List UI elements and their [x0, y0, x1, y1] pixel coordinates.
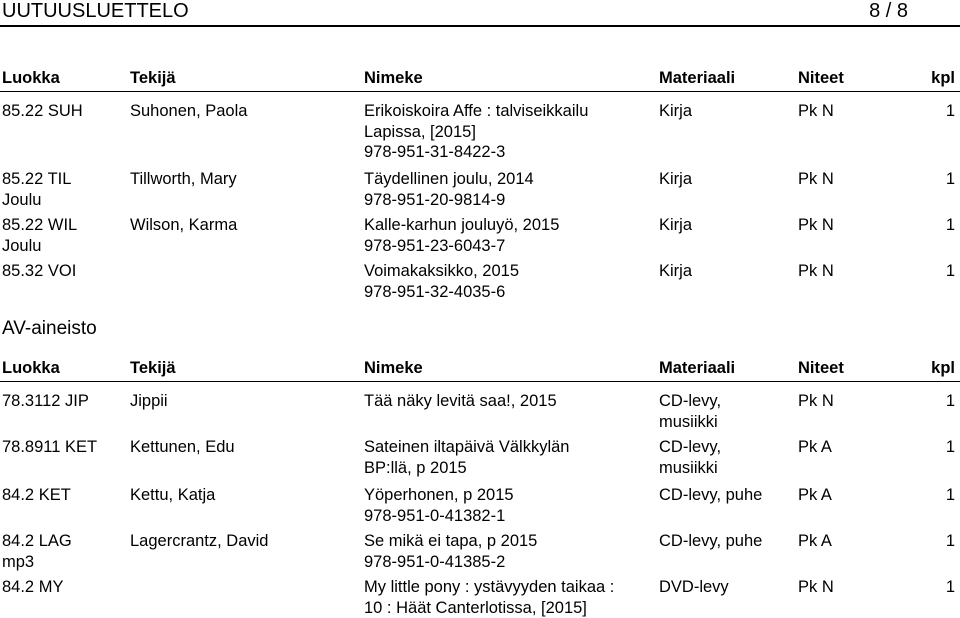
niteet-cell: Pk N [798, 262, 834, 280]
header-divider [0, 91, 960, 92]
materiaali-cell [659, 169, 692, 190]
luokka-cell [2, 169, 71, 210]
nimeke-cell-line: 978-951-20-9814-9 [364, 190, 506, 209]
luokka-cell [2, 577, 63, 598]
nimeke-cell [364, 215, 559, 256]
kpl-cell: 1 [945, 486, 955, 504]
nimeke-cell-line: 978-951-31-8422-3 [364, 143, 506, 161]
tekija-cell: Jippii [130, 392, 168, 410]
nimeke-cell-line: 978-951-32-4035-6 [364, 282, 506, 301]
materiaali-cell-line: DVD-levy [659, 578, 729, 596]
column-header-luokka: Luokka [2, 359, 60, 377]
kpl-cell: 1 [945, 170, 955, 188]
nimeke-cell [364, 437, 569, 478]
nimeke-cell-line: Sateinen iltapäivä Välkkylän [364, 438, 570, 456]
materiaali-cell [659, 577, 729, 598]
kpl-cell: 1 [945, 262, 955, 280]
luokka-cell-line: 78.3112 JIP [2, 392, 89, 410]
niteet-cell: Pk N [798, 216, 834, 234]
materiaali-cell [659, 437, 721, 478]
tekija-cell: Suhonen, Paola [130, 102, 248, 120]
niteet-cell: Pk N [798, 392, 834, 410]
nimeke-cell [364, 391, 557, 412]
materiaali-cell-line: CD-levy, puhe [659, 532, 763, 550]
tekija-cell: Lagercrantz, David [130, 532, 269, 550]
materiaali-cell [659, 215, 692, 236]
luokka-cell-line: 85.22 SUH [2, 102, 83, 120]
luokka-cell-line: 85.32 VOI [2, 262, 77, 280]
luokka-cell [2, 485, 71, 506]
nimeke-cell [364, 261, 519, 302]
materiaali-cell-line: Kirja [659, 170, 693, 188]
page-number: 8 / 8 [869, 0, 908, 22]
books-header-row [0, 68, 960, 88]
materiaali-cell-line: Kirja [659, 216, 693, 234]
niteet-cell: Pk A [798, 438, 832, 456]
luokka-cell-line: Joulu [2, 236, 42, 255]
luokka-cell-line: Joulu [2, 190, 42, 209]
column-header-materiaali: Materiaali [659, 359, 736, 377]
luokka-cell [2, 391, 89, 412]
luokka-cell-line: 84.2 MY [2, 578, 64, 596]
materiaali-cell [659, 261, 692, 282]
kpl-cell: 1 [945, 392, 955, 410]
luokka-cell-line: 85.22 WIL [2, 216, 78, 234]
nimeke-cell [364, 577, 614, 618]
column-header-tekija: Tekijä [130, 359, 176, 377]
nimeke-cell-line: My little pony : ystävyyden taikaa : [364, 578, 615, 596]
luokka-cell [2, 215, 77, 256]
nimeke-cell-line: 978-951-23-6043-7 [364, 236, 506, 255]
page-title: UUTUUSLUETTELO [2, 0, 189, 22]
materiaali-cell-line: musiikki [659, 458, 718, 477]
nimeke-cell-line: 978-951-0-41382-1 [364, 506, 506, 525]
nimeke-cell [364, 485, 514, 526]
luokka-cell [2, 437, 97, 458]
luokka-cell-line: 84.2 LAG [2, 532, 72, 550]
tekija-cell: Kettunen, Edu [130, 438, 235, 456]
column-header-materiaali: Materiaali [659, 69, 736, 87]
materiaali-cell-line: CD-levy, [659, 438, 722, 456]
luokka-cell [2, 531, 72, 572]
column-header-niteet: Niteet [798, 359, 844, 377]
kpl-cell: 1 [945, 438, 955, 456]
materiaali-cell-line: CD-levy, [659, 392, 722, 410]
nimeke-cell-line: 978-951-0-41385-2 [364, 552, 506, 571]
tekija-cell: Kettu, Katja [130, 486, 216, 504]
column-header-tekija: Tekijä [130, 69, 176, 87]
materiaali-cell-line: Kirja [659, 262, 693, 280]
kpl-cell: 1 [945, 578, 955, 596]
materiaali-cell-line: Kirja [659, 102, 693, 120]
materiaali-cell [659, 391, 721, 432]
nimeke-cell-line: Erikoiskoira Affe : talviseikkailu [364, 102, 589, 120]
materiaali-cell-line: CD-levy, puhe [659, 486, 763, 504]
kpl-cell: 1 [945, 216, 955, 234]
luokka-cell [2, 261, 76, 282]
niteet-cell: Pk N [798, 578, 834, 596]
materiaali-cell-line: musiikki [659, 412, 718, 431]
header-divider [0, 381, 960, 382]
nimeke-cell-line: Lapissa, [2015] [364, 122, 476, 141]
niteet-cell: Pk N [798, 102, 834, 120]
nimeke-cell-line: Voimakaksikko, 2015 [364, 262, 520, 280]
nimeke-cell-line: BP:llä, p 2015 [364, 458, 467, 477]
column-header-luokka: Luokka [2, 69, 60, 87]
materiaali-cell [659, 531, 762, 552]
nimeke-cell-line: Kalle-karhun jouluyö, 2015 [364, 216, 560, 234]
luokka-cell-line: 85.22 TIL [2, 170, 72, 188]
luokka-cell-line: mp3 [2, 552, 35, 571]
luokka-cell-line: 78.8911 KET [2, 438, 98, 456]
niteet-cell: Pk A [798, 486, 832, 504]
nimeke-cell [364, 531, 537, 572]
tekija-cell: Wilson, Karma [130, 216, 238, 234]
niteet-cell: Pk A [798, 532, 832, 550]
niteet-cell: Pk N [798, 170, 834, 188]
column-header-kpl: kpl [931, 359, 955, 377]
kpl-cell: 1 [945, 102, 955, 120]
nimeke-cell-line: 10 : Häät Canterlotissa, [2015] [364, 598, 587, 617]
materiaali-cell [659, 101, 692, 122]
materiaali-cell [659, 485, 762, 506]
nimeke-cell [364, 169, 534, 210]
title-divider [0, 25, 960, 27]
luokka-cell-line: 84.2 KET [2, 486, 71, 504]
kpl-cell: 1 [945, 532, 955, 550]
av-section-title: AV-aineisto [2, 318, 97, 339]
av-header-row [0, 358, 960, 378]
nimeke-cell-line: Tää näky levitä saa!, 2015 [364, 392, 557, 410]
nimeke-cell-line: Täydellinen joulu, 2014 [364, 170, 534, 188]
column-header-nimeke: Nimeke [364, 359, 423, 377]
column-header-kpl: kpl [931, 69, 955, 87]
nimeke-cell-line: Se mikä ei tapa, p 2015 [364, 532, 538, 550]
nimeke-cell-line: Yöperhonen, p 2015 [364, 486, 514, 504]
nimeke-cell [364, 101, 588, 163]
column-header-niteet: Niteet [798, 69, 844, 87]
tekija-cell: Tillworth, Mary [130, 170, 237, 188]
luokka-cell [2, 101, 83, 122]
column-header-nimeke: Nimeke [364, 69, 423, 87]
